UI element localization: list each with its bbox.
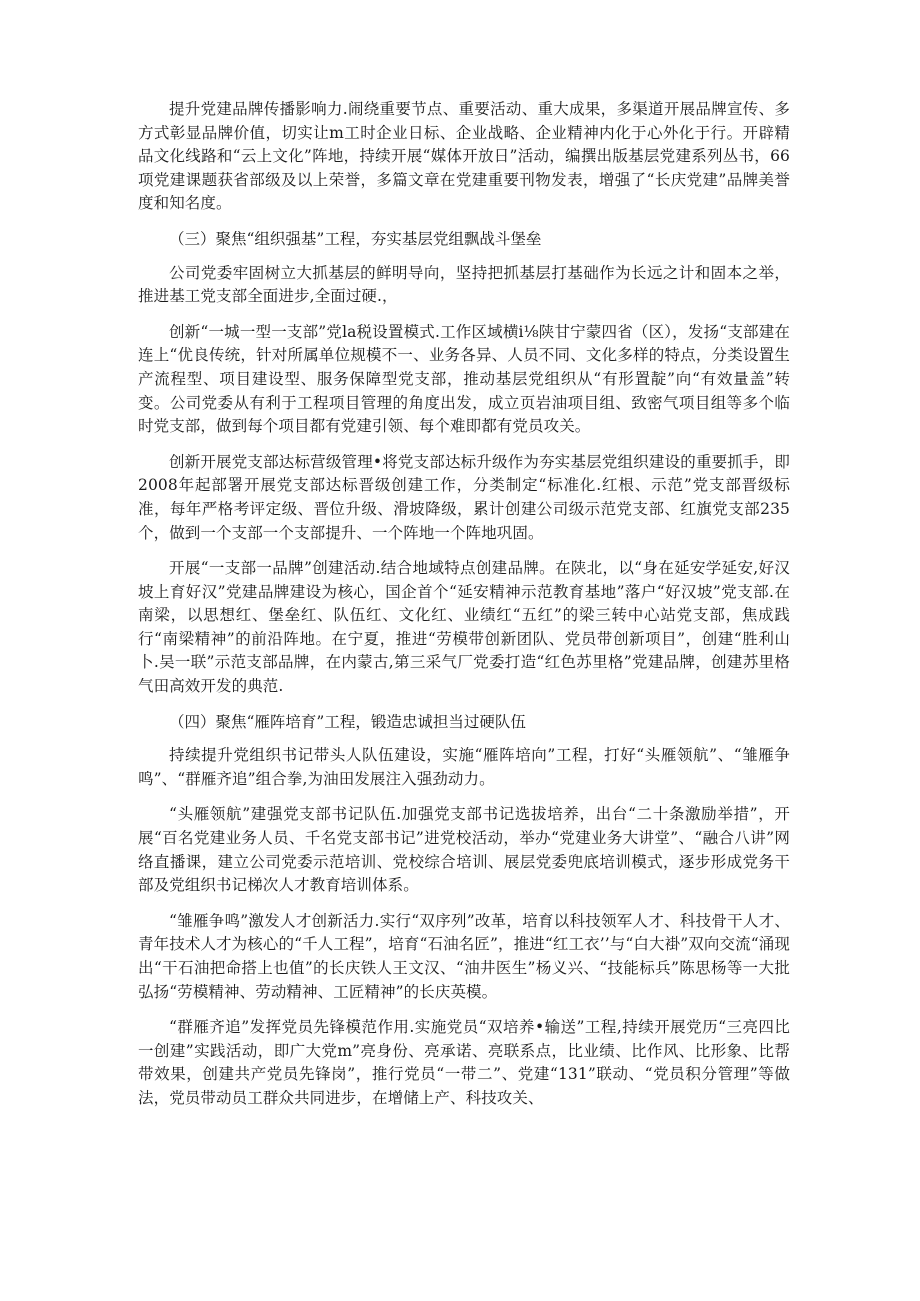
paragraph-branch-brand: 开展“一支部一品牌”创建活动.结合地域特点创建品牌。在陕北，以“身在延安学延安,好汉坡上育好汉”党建品牌建设为核心，国企首个“延安精神示范教育基地”落户“好汉坡”党支部.在南梁，以思想红、堡垒红、队伍红、文化红、业绩红“五红”的梁三转中心站党支部，焦成践行“南梁精神”的前沿阵地。在宁夏，推进“劳模带创新团队、党员带创新项目”，创建“胜利山卜.吴一联”示范支部品牌，在内蒙古,第三采气厂党委打造“红色苏里格”党建品牌，创建苏里格气田高效开发的典范. bbox=[138, 559, 790, 696]
document-page bbox=[138, 98, 790, 1111]
paragraph-head-goose: “头雁领航”建强党支部书记队伍.加强党支部书记选拔培养，出台“二十条激励举措”，开展“百名党建业务人员、千名党支部书记”进党校活动，举办“党建业务大讲堂”、“融合八讲”网络直播课，建立公司党委示范培训、党校综合培训、展层党委兜底培训模式，逐步形成党务干部及党组织书记梯次人才教育培训体系。 bbox=[138, 805, 790, 895]
paragraph-young-goose: “雏雁争鸣”激发人才创新活力.实行“双序列”改革，培育以科技领军人才、科技骨干人才、青年技术人才为核心的“千人工程”，培育“石油名匠”，推进“红工衣’’与“白大褂”双向交流“涌现出“干石油把命搭上也值”的长庆铁人王文汉、“油井医生”杨义兴、“技能标兵”陈思杨等一大批弘扬“劳模精神、劳动精神、工匠精神”的长庆英模。 bbox=[138, 911, 790, 1001]
section-heading-4: （四）聚焦“雁阵培育”工程，锻造忠诚担当过硬队伍 bbox=[169, 712, 526, 731]
paragraph-team-building: 持续提升党组织书记带头人队伍建设，实施“雁阵培向”工程，打好“头雁领航”、“雏雁争鸣”、“群雁齐追”组合拳,为油田发展注入强劲动力。 bbox=[138, 746, 790, 788]
paragraph-branch-model: 创新“一城一型一支部”党la税设置模式.工作区域横i⅛陕甘宁蒙四省（区），发扬“支部建在连上“优良传统，针对所属单位规模不一、业务各异、人员不同、文化多样的特点，分类设置生产流程型、项目建设型、服务保障型党支部，推动基层党组织从“有形置靛”向“有效量盖”转变。公司党委从有利于工程项目管理的角度出发，成立页岩油项目组、致密气项目组等多个临时党支部，做到每个项目都有党建引领、每个难即都有党员攻关。 bbox=[138, 322, 790, 436]
paragraph-branch-upgrade: 创新开展党支部达标营级管理•将党支部达标升级作为夯实基层党组织建设的重要抓手，即2008年起部署开展党支部达标晋级创建工作，分类制定“标准化.红根、示范”党支部晋级标准，每年严格考评定级、晋位升级、滑坡降级，累计创建公司级示范党支部、红旗党支部235个，做到一个支部一个支部提升、一个阵地一个阵地巩固。 bbox=[138, 452, 790, 542]
paragraph-grassroots: 公司党委牢固树立大抓基层的鲜明导向，坚持把抓基层打基础作为长远之计和固本之举，推进基工党支部全面进步,全面过硬.， bbox=[138, 263, 790, 306]
paragraph-brand-influence: 提升党建品牌传播影响力.闹绕重要节点、重要活动、重大成果，多渠道开展品牌宣传、多方式彰显品牌价值，切实让m工时企业日标、企业战略、企业精神内化于心外化于行。开辟精品文化线路和“云上文化”阵地，持续开展“媒体开放日”活动，编撰出版基层党建系列丛书，66项党建课题获省部级及以上荣誉，多篇文章在党建重要刊物发表，增强了“长庆党建”品牌美誉度和知名度。 bbox=[138, 100, 790, 213]
section-heading-3: （三）聚焦“组织强基”工程，夯实基层党组飘战斗堡垒 bbox=[169, 229, 542, 248]
paragraph-flock-goose: “群雁齐追”发挥党员先锋模范作用.实施党员“双培养•输送”工程,持续开展党历“三亮四比一创建”实践活动，即广大党m”亮身份、亮承诺、亮联系点，比业绩、比作风、比形象、比帮带效果，创建共产党员先锋岗”，推行党员“一带二”、党建“131”联动、“党员积分管理”等做法，党员带动员工群众共同进步，在增储上产、科技攻关、 bbox=[138, 1018, 790, 1107]
